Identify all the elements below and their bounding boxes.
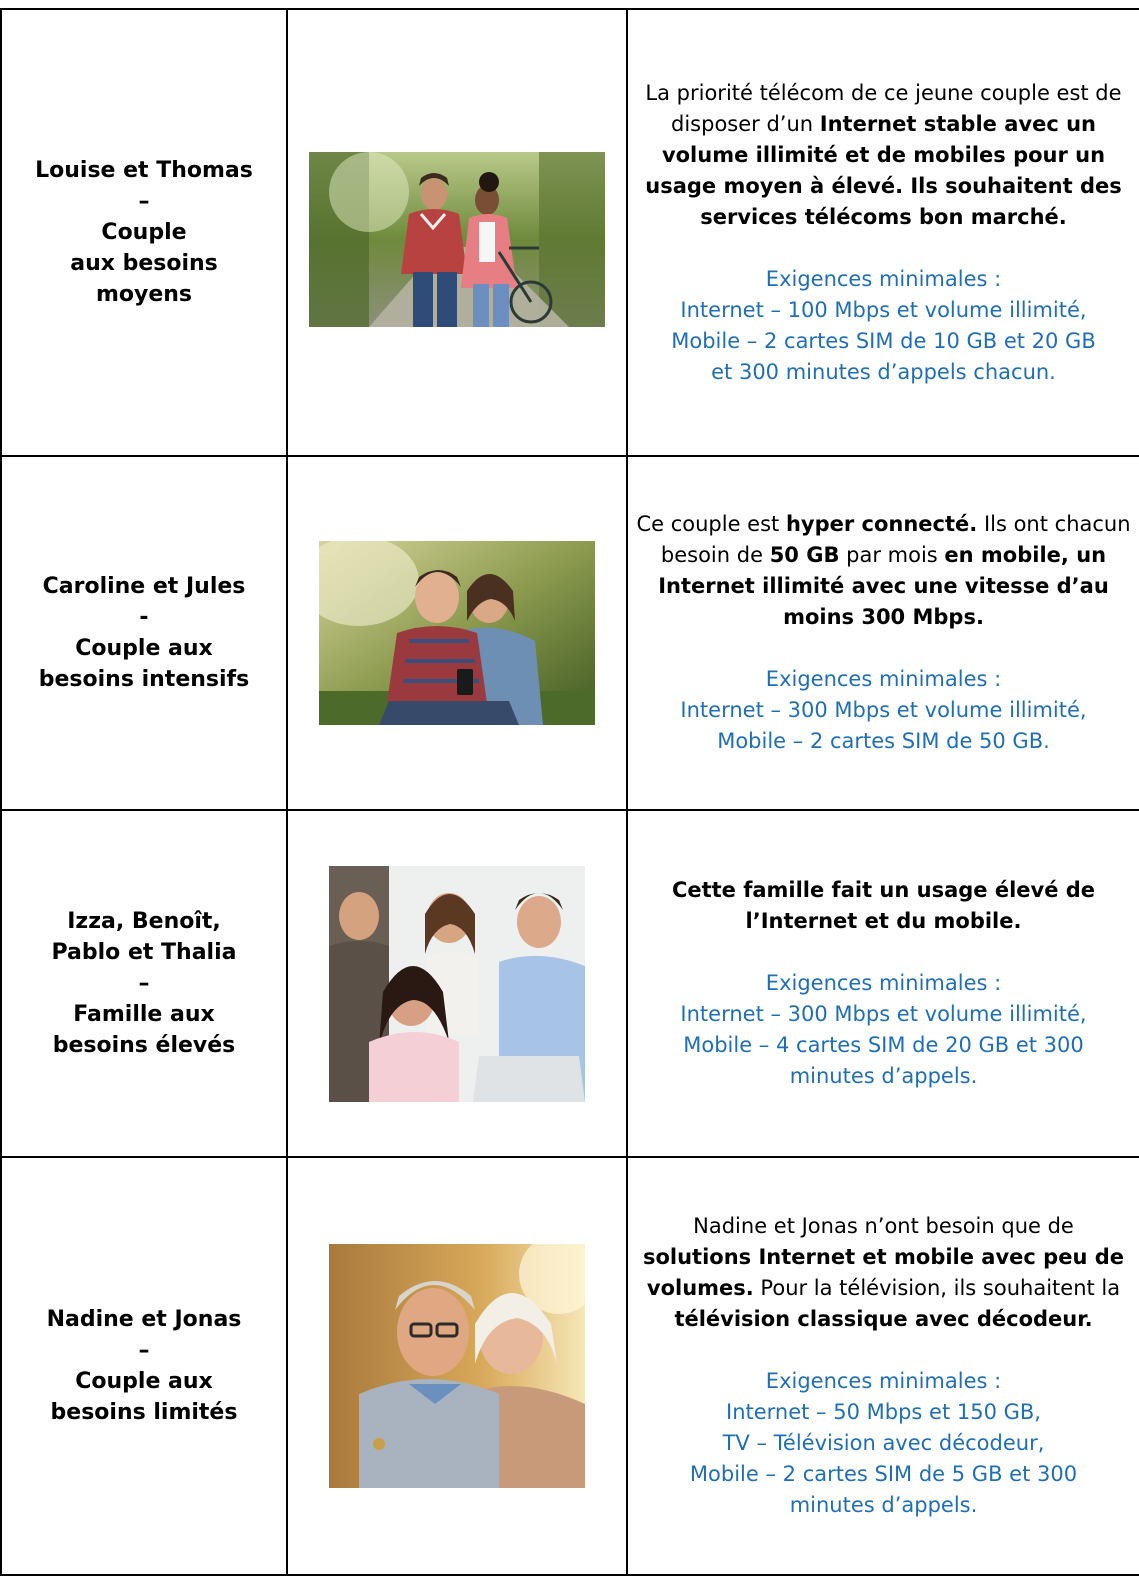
family-with-laptop-photo xyxy=(329,866,585,1102)
profile-name: Caroline et Jules - Couple aux besoins intensifs xyxy=(38,574,250,692)
profile-row xyxy=(1,9,1139,456)
profile-photo-cell xyxy=(287,9,627,456)
profile-photo-cell xyxy=(287,456,627,810)
profile-intro: Nadine et Jonas n’ont besoin que de solutions Internet et mobile avec peu de volumes. Pour la télévision, ils souhaitent la télévision classique avec décodeur. xyxy=(642,1214,1124,1331)
profile-row xyxy=(1,456,1139,810)
profile-description xyxy=(628,509,1139,757)
profiles-table xyxy=(0,8,1139,1576)
profile-description xyxy=(628,875,1139,1092)
profile-intro: Ce couple est hyper connecté. Ils ont chacun besoin de 50 GB par mois en mobile, un Internet illimité avec une vitesse d’au moins 300 Mbps. xyxy=(636,512,1131,629)
profile-description-cell xyxy=(627,456,1139,810)
profile-row xyxy=(1,1157,1139,1575)
minimum-requirements: Exigences minimales : Internet – 300 Mbps et volume illimité, Mobile – 4 cartes SIM de 20 GB et 300 minutes d’appels. xyxy=(680,971,1087,1088)
senior-couple-photo xyxy=(329,1244,585,1488)
couple-with-smartphone-photo xyxy=(319,541,595,725)
profile-description-cell xyxy=(627,9,1139,456)
profile-name-cell xyxy=(1,9,287,456)
couple-with-bicycle-photo xyxy=(309,152,605,327)
profile-description xyxy=(628,1211,1139,1521)
profile-description xyxy=(628,78,1139,388)
profile-intro: Cette famille fait un usage élevé de l’Internet et du mobile. xyxy=(671,878,1096,933)
profile-name: Izza, Benoît, Pablo et Thalia – Famille aux besoins élevés xyxy=(51,909,237,1058)
profile-name: Nadine et Jonas – Couple aux besoins limités xyxy=(46,1307,242,1425)
profile-photo-cell xyxy=(287,810,627,1157)
profile-name-cell xyxy=(1,810,287,1157)
minimum-requirements: Exigences minimales : Internet – 50 Mbps et 150 GB, TV – Télévision avec décodeur, Mobile – 2 cartes SIM de 5 GB et 300 minutes d’appels. xyxy=(689,1369,1078,1517)
profile-intro: La priorité télécom de ce jeune couple est de disposer d’un Internet stable avec un volume illimité et de mobiles pour un usage moyen à élevé. Ils souhaitent des services télécoms bon marché. xyxy=(645,80,1122,229)
profile-description-cell xyxy=(627,1157,1139,1575)
profile-row xyxy=(1,810,1139,1157)
profile-name-cell xyxy=(1,1157,287,1575)
minimum-requirements: Exigences minimales : Internet – 300 Mbps et volume illimité, Mobile – 2 cartes SIM de 50 GB. xyxy=(680,667,1087,753)
profile-photo-cell xyxy=(287,1157,627,1575)
minimum-requirements: Exigences minimales : Internet – 100 Mbps et volume illimité, Mobile – 2 cartes SIM de 10 GB et 20 GB et 300 minutes d’appels chacun. xyxy=(671,266,1096,384)
profile-name: Louise et Thomas – Couple aux besoins moyens xyxy=(35,158,253,307)
profile-name-cell xyxy=(1,456,287,810)
profile-description-cell xyxy=(627,810,1139,1157)
